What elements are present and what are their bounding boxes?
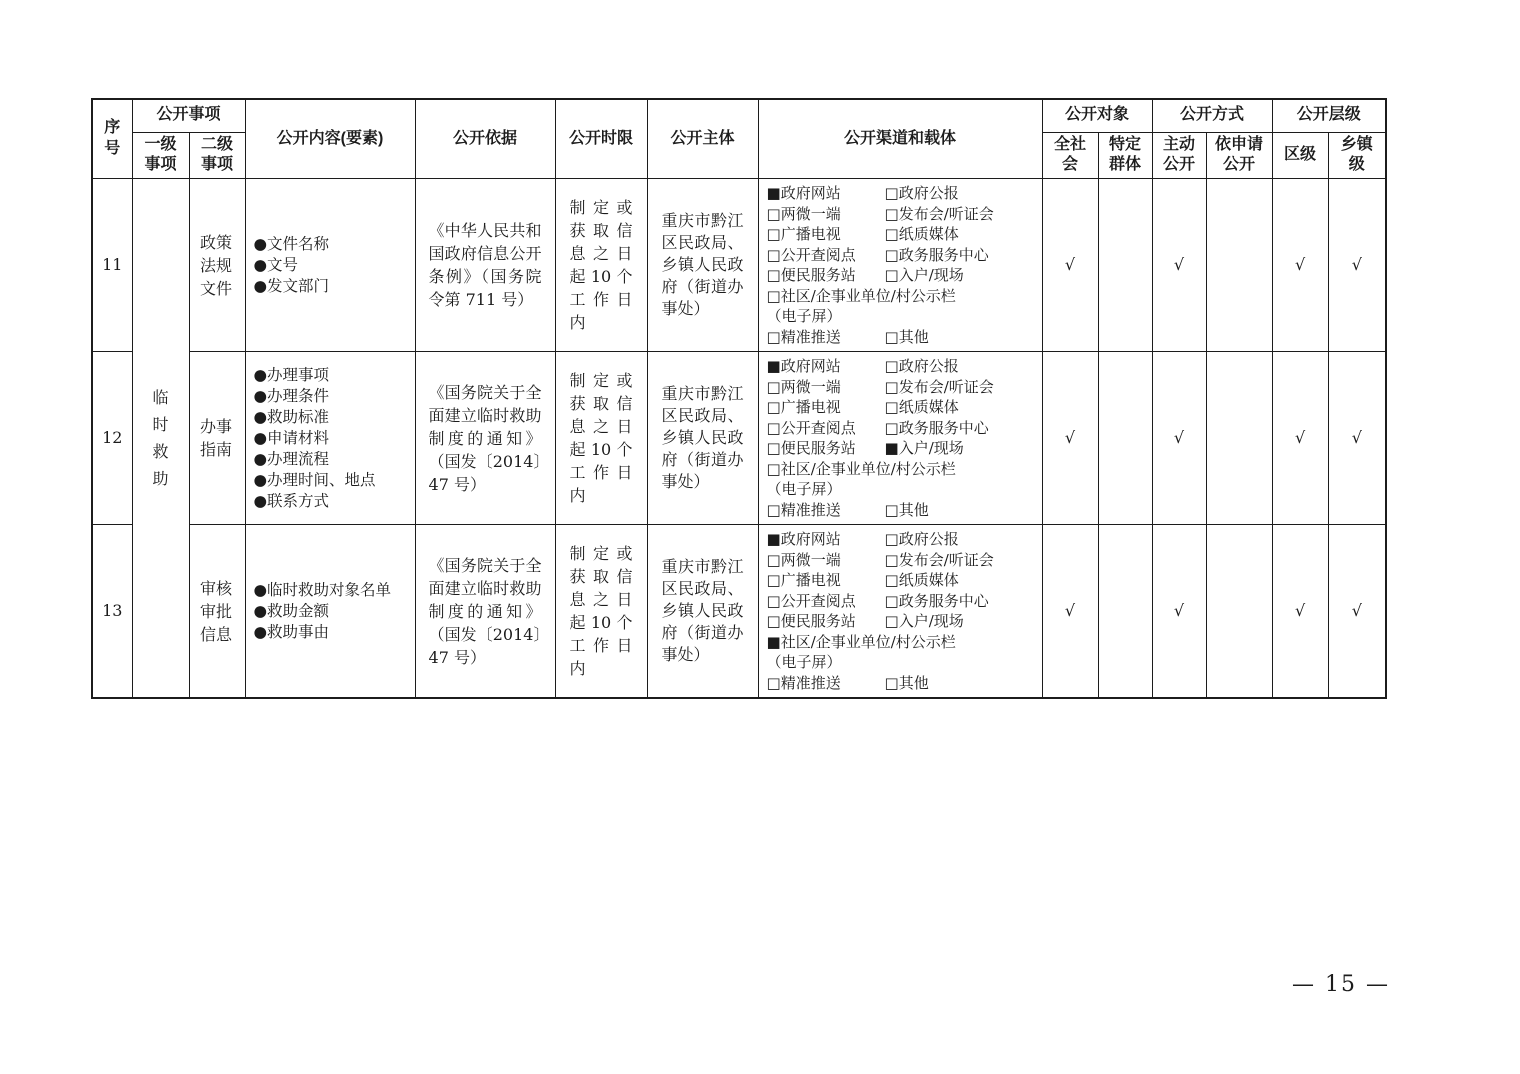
cell-content-items [245, 525, 415, 699]
table-row [92, 525, 1386, 699]
channel-list [767, 356, 1038, 520]
cell-method-active-mark: √ [1152, 352, 1206, 525]
content-item: ●办理事项 [253, 365, 330, 384]
content-item: ●联系方式 [253, 491, 330, 510]
header-basis: 公开依据 [415, 99, 555, 179]
channel-option: □政务服务中心 [884, 245, 989, 264]
channel-option: □发布会/听证会 [884, 550, 994, 569]
cell-method-active-mark: √ [1152, 179, 1206, 352]
channel-option: □公开查阅点 [766, 591, 856, 610]
channel-option: ■政府网站 [766, 357, 841, 376]
channel-option: □两微一端 [766, 377, 841, 396]
channel-option: □政府公报 [884, 184, 959, 203]
channel-option: □精准推送 [766, 327, 841, 346]
header-audience-all: 全社会 [1042, 132, 1098, 179]
header-method-active: 主动公开 [1152, 132, 1206, 179]
header-time-limit: 公开时限 [555, 99, 647, 179]
content-item: ●发文部门 [253, 276, 330, 295]
channel-option: □纸质媒体 [884, 225, 959, 244]
subject-text: 重庆市黔江区民政局、乡镇人民政府（街道办事处） [661, 384, 744, 492]
cell-time-limit [555, 352, 647, 525]
disclosure-table [91, 98, 1387, 699]
subject-text: 重庆市黔江区民政局、乡镇人民政府（街道办事处） [661, 557, 744, 665]
channel-option: □精准推送 [766, 500, 841, 519]
cell-district-mark: √ [1272, 525, 1328, 699]
time-limit-text: 制定或获取信息之日起10个工作日内 [569, 371, 633, 506]
cell-channels [758, 525, 1042, 699]
header-open-matters: 公开事项 [132, 99, 245, 132]
channel-option: □两微一端 [766, 550, 841, 569]
cell-level2 [189, 179, 245, 352]
cell-seq: 11 [92, 179, 132, 352]
channel-option: □纸质媒体 [884, 571, 959, 590]
channel-option-continuation: （电子屏） [766, 653, 842, 672]
channel-option: □其他 [884, 500, 929, 519]
cell-township-mark: √ [1328, 352, 1386, 525]
header-audience-specific: 特定群体 [1098, 132, 1152, 179]
content-item: ●救助标准 [253, 407, 330, 426]
channel-option: □广播电视 [766, 571, 841, 590]
level1-item-label: 临时救助 [152, 388, 169, 489]
channel-option: □便民服务站 [766, 266, 856, 285]
content-item: ●办理时间、地点 [253, 470, 376, 489]
level2-label: 审核审批信息 [200, 578, 233, 644]
cell-township-mark: √ [1328, 179, 1386, 352]
time-limit-text: 制定或获取信息之日起10个工作日内 [569, 544, 633, 679]
channel-option: □入户/现场 [884, 266, 964, 285]
content-item: ●救助事由 [253, 622, 330, 641]
content-item: ●文号 [253, 255, 299, 274]
content-item: ●办理流程 [253, 449, 330, 468]
cell-method-request-mark [1206, 525, 1272, 699]
channel-option: □广播电视 [766, 225, 841, 244]
cell-basis [415, 179, 555, 352]
channel-option: □政务服务中心 [884, 591, 989, 610]
cell-basis [415, 525, 555, 699]
cell-audience-all-mark: √ [1042, 525, 1098, 699]
header-seq: 序号 [92, 99, 132, 179]
channel-option: □纸质媒体 [884, 398, 959, 417]
channel-list [767, 529, 1038, 693]
channel-option: □社区/企事业单位/村公示栏 [766, 459, 956, 478]
channel-option: □政府公报 [884, 530, 959, 549]
cell-method-request-mark [1206, 352, 1272, 525]
channel-option: ■社区/企事业单位/村公示栏 [766, 632, 956, 651]
header-level-district: 区级 [1272, 132, 1328, 179]
content-item: ●救助金额 [253, 601, 330, 620]
header-content: 公开内容(要素) [245, 99, 415, 179]
cell-level2 [189, 525, 245, 699]
cell-seq: 12 [92, 352, 132, 525]
channel-option: □政府公报 [884, 357, 959, 376]
channel-option: □两微一端 [766, 204, 841, 223]
channel-option-continuation: （电子屏） [766, 307, 842, 326]
cell-audience-all-mark: √ [1042, 352, 1098, 525]
channel-option: □其他 [884, 673, 929, 692]
subject-text: 重庆市黔江区民政局、乡镇人民政府（街道办事处） [661, 211, 744, 319]
content-item: ●文件名称 [253, 234, 330, 253]
cell-basis [415, 352, 555, 525]
content-item: ●申请材料 [253, 428, 330, 447]
channel-option: □入户/现场 [884, 612, 964, 631]
channel-option: ■政府网站 [766, 184, 841, 203]
cell-subject [647, 525, 758, 699]
basis-text: 《国务院关于全面建立临时救助制度的通知》（国发〔2014〕47 号） [428, 555, 542, 667]
cell-township-mark: √ [1328, 525, 1386, 699]
basis-text: 《中华人民共和国政府信息公开条例》（国务院令第 711 号） [428, 221, 542, 310]
header-channels: 公开渠道和载体 [758, 99, 1042, 179]
channel-option: □便民服务站 [766, 612, 856, 631]
cell-content-items [245, 179, 415, 352]
basis-text: 《国务院关于全面建立临时救助制度的通知》（国发〔2014〕47 号） [428, 382, 542, 494]
time-limit-text: 制定或获取信息之日起10个工作日内 [569, 198, 633, 333]
cell-channels [758, 179, 1042, 352]
page-number: — 15 — [1292, 972, 1390, 997]
cell-seq: 13 [92, 525, 132, 699]
cell-content-items [245, 352, 415, 525]
cell-audience-specific-mark [1098, 352, 1152, 525]
header-method-request: 依申请公开 [1206, 132, 1272, 179]
level2-label: 办事指南 [200, 417, 233, 460]
cell-audience-specific-mark [1098, 179, 1152, 352]
channel-list [767, 183, 1038, 347]
table-row [92, 352, 1386, 525]
header-method: 公开方式 [1152, 99, 1272, 132]
channel-option: □公开查阅点 [766, 418, 856, 437]
cell-subject [647, 352, 758, 525]
cell-district-mark: √ [1272, 179, 1328, 352]
channel-option: ■入户/现场 [884, 439, 964, 458]
content-item: ●办理条件 [253, 386, 330, 405]
channel-option: □社区/企事业单位/村公示栏 [766, 286, 956, 305]
document-page [91, 98, 1387, 699]
cell-method-request-mark [1206, 179, 1272, 352]
channel-option: □精准推送 [766, 673, 841, 692]
cell-level2 [189, 352, 245, 525]
header-audience: 公开对象 [1042, 99, 1152, 132]
header-level-township: 乡镇级 [1328, 132, 1386, 179]
cell-method-active-mark: √ [1152, 525, 1206, 699]
channel-option-continuation: （电子屏） [766, 480, 842, 499]
cell-time-limit [555, 525, 647, 699]
channel-option: □便民服务站 [766, 439, 856, 458]
header-level1: 一级事项 [132, 132, 189, 179]
cell-district-mark: √ [1272, 352, 1328, 525]
cell-audience-specific-mark [1098, 525, 1152, 699]
cell-level1-item [132, 179, 189, 699]
cell-audience-all-mark: √ [1042, 179, 1098, 352]
level2-label: 政策法规文件 [200, 232, 233, 298]
channel-option: □公开查阅点 [766, 245, 856, 264]
channel-option: □其他 [884, 327, 929, 346]
cell-time-limit [555, 179, 647, 352]
header-subject: 公开主体 [647, 99, 758, 179]
header-level2: 二级事项 [189, 132, 245, 179]
channel-option: □政务服务中心 [884, 418, 989, 437]
cell-channels [758, 352, 1042, 525]
channel-option: ■政府网站 [766, 530, 841, 549]
table-row [92, 179, 1386, 352]
header-levels: 公开层级 [1272, 99, 1386, 132]
channel-option: □发布会/听证会 [884, 377, 994, 396]
cell-subject [647, 179, 758, 352]
channel-option: □广播电视 [766, 398, 841, 417]
content-item: ●临时救助对象名单 [253, 580, 392, 599]
channel-option: □发布会/听证会 [884, 204, 994, 223]
